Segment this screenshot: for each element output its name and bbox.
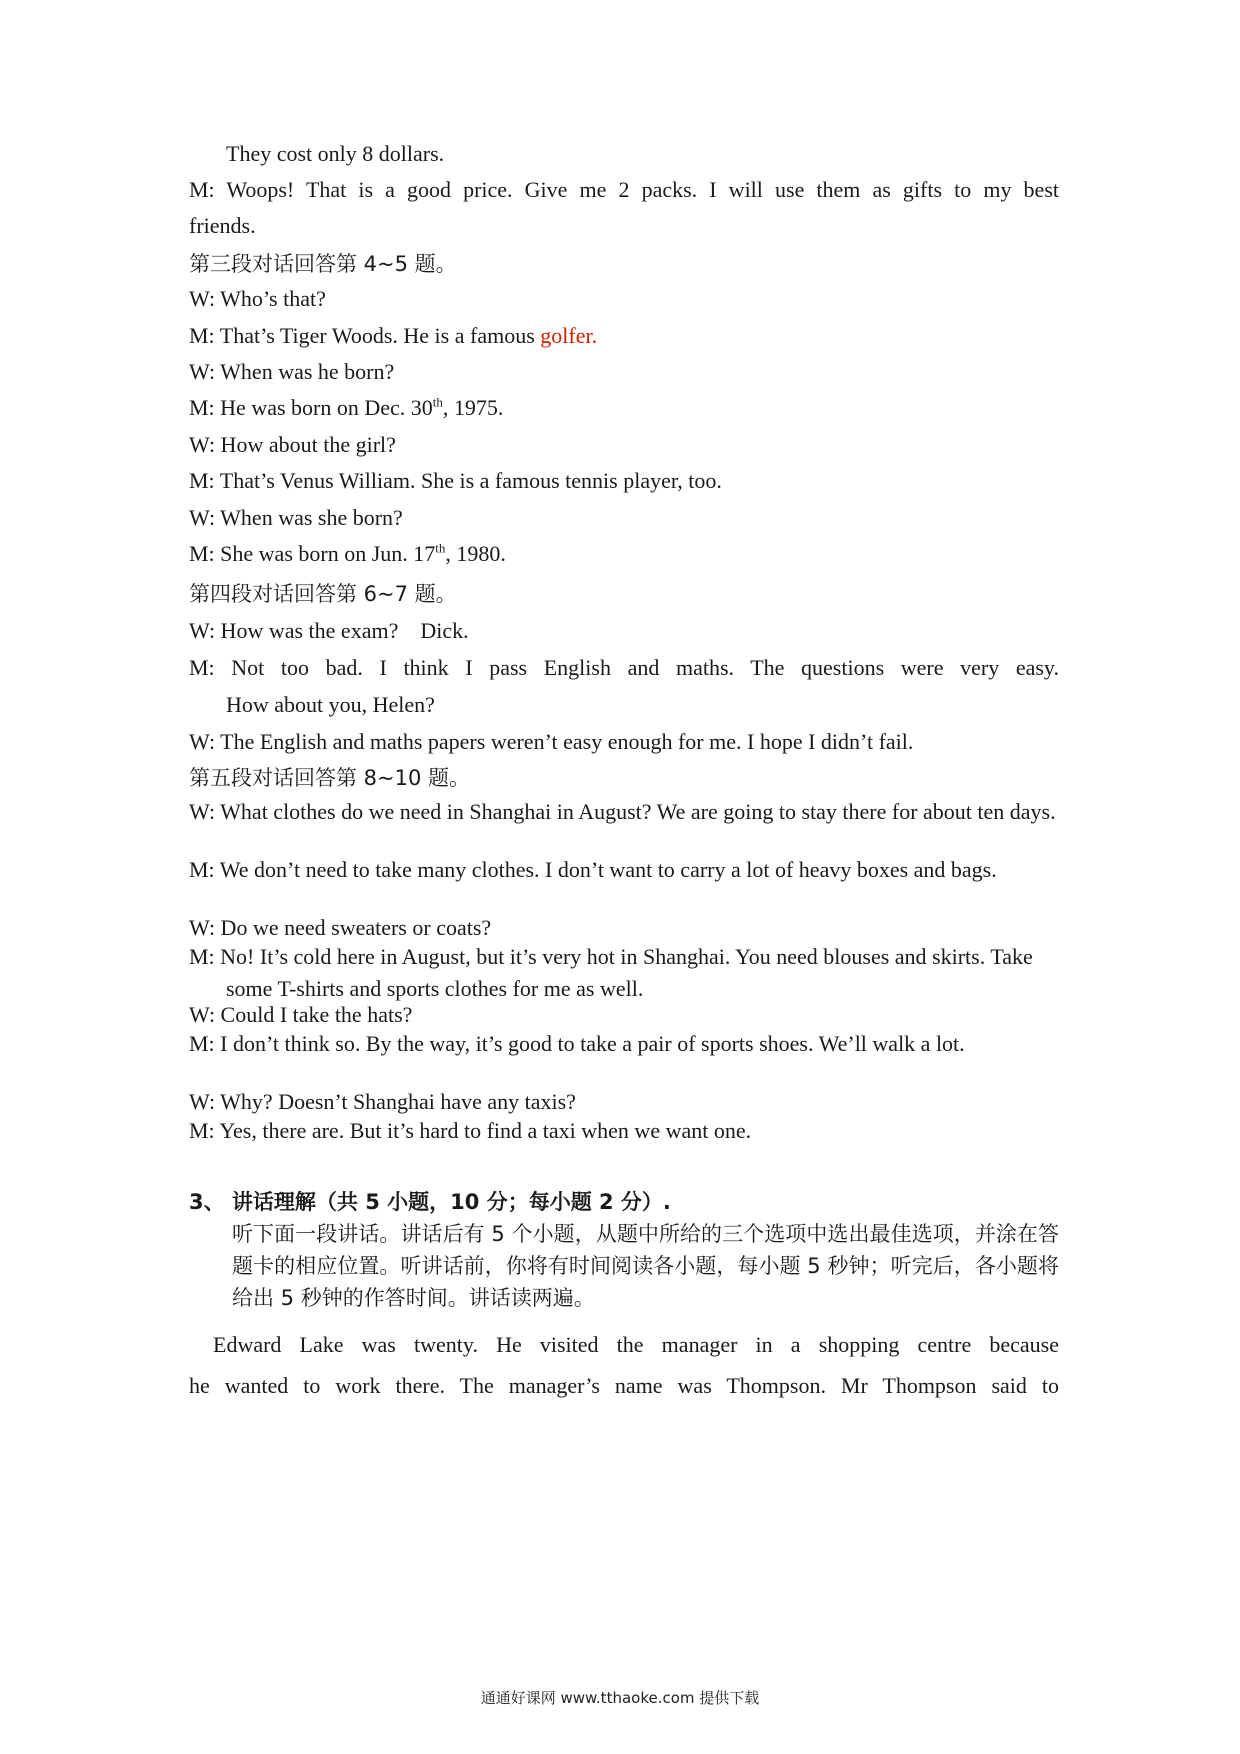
dialog-line: M: I don’t think so. By the way, it’s good to take a pair of sports shoes. We’ll walk a lot. xyxy=(189,1031,965,1056)
section-title: 3、 讲话理解（共 5 小题，10 分；每小题 2 分）. xyxy=(189,1190,671,1214)
dialog-line: M: Not too bad. I think I pass English and maths. The questions were very easy. xyxy=(189,655,1059,680)
section-instructions: 听下面一段讲话。讲话后有 5 个小题，从题中所给的三个选项中选出最佳选项，并涂在答题卡的相应位置。听讲话前，你将有时间阅读各小题，每小题 5 秒钟；听完后，各小题将给出 5 秒钟的作答时间。讲话读两遍。 xyxy=(232,1222,1059,1310)
section-heading: 第三段对话回答第 4~5 题。 xyxy=(189,252,457,276)
dialog-line: W: Who’s that? xyxy=(189,286,326,311)
dialog-line: How about you, Helen? xyxy=(226,692,435,717)
passage-line: Edward Lake was twenty. He visited the manager in a shopping centre because xyxy=(213,1332,1059,1357)
section-heading: 第五段对话回答第 8~10 题。 xyxy=(189,766,471,790)
dialog-line: W: Could I take the hats? xyxy=(189,1002,413,1027)
ordinal-suffix: th xyxy=(435,540,446,556)
dialog-line: friends. xyxy=(189,213,256,238)
dialog-text: M: That’s Tiger Woods. He is a famous xyxy=(189,323,541,348)
dialog-text: , 1980. xyxy=(445,541,506,566)
dialog-text: , 1975. xyxy=(442,395,504,420)
dialog-line: W: When was he born? xyxy=(189,359,395,384)
dialog-line: W: What clothes do we need in Shanghai in August? We are going to stay there for about ten days. xyxy=(189,799,1056,824)
dialog-line: W: How was the exam? Dick. xyxy=(189,618,469,643)
dialog-line: M: That’s Venus William. She is a famous tennis player, too. xyxy=(189,468,722,493)
ordinal-suffix: th xyxy=(432,394,443,410)
dialog-line xyxy=(189,322,1059,350)
dialog-line: W: Why? Doesn’t Shanghai have any taxis? xyxy=(189,1089,576,1114)
section-heading: 第四段对话回答第 6~7 题。 xyxy=(189,582,457,606)
page-footer: 通通好课网 www.tthaoke.com 提供下载 xyxy=(480,1689,760,1707)
dialog-text: M: He was born on Dec. 30 xyxy=(189,395,433,420)
highlighted-word: golfer. xyxy=(540,323,598,348)
dialog-line: M: Woops! That is a good price. Give me 2 packs. I will use them as gifts to my best xyxy=(189,177,1059,202)
dialog-line: They cost only 8 dollars. xyxy=(226,141,445,166)
passage-line: he wanted to work there. The manager’s name was Thompson. Mr Thompson said to xyxy=(189,1373,1059,1398)
dialog-text: M: She was born on Jun. 17 xyxy=(189,541,436,566)
dialog-line: M: We don’t need to take many clothes. I don’t want to carry a lot of heavy boxes and bags. xyxy=(189,857,997,882)
dialog-line: M: No! It’s cold here in August, but it’s very hot in Shanghai. You need blouses and skirts. Take some T-shirts and sports clothes for me as well. xyxy=(189,944,1033,1001)
dialog-line: W: When was she born? xyxy=(189,505,403,530)
dialog-line: W: How about the girl? xyxy=(189,432,396,457)
dialog-line xyxy=(189,540,1059,568)
dialog-line: W: The English and maths papers weren’t easy enough for me. I hope I didn’t fail. xyxy=(189,729,914,754)
dialog-line: M: Yes, there are. But it’s hard to find a taxi when we want one. xyxy=(189,1118,752,1143)
dialog-line: W: Do we need sweaters or coats? xyxy=(189,915,492,940)
dialog-line xyxy=(189,394,1059,422)
